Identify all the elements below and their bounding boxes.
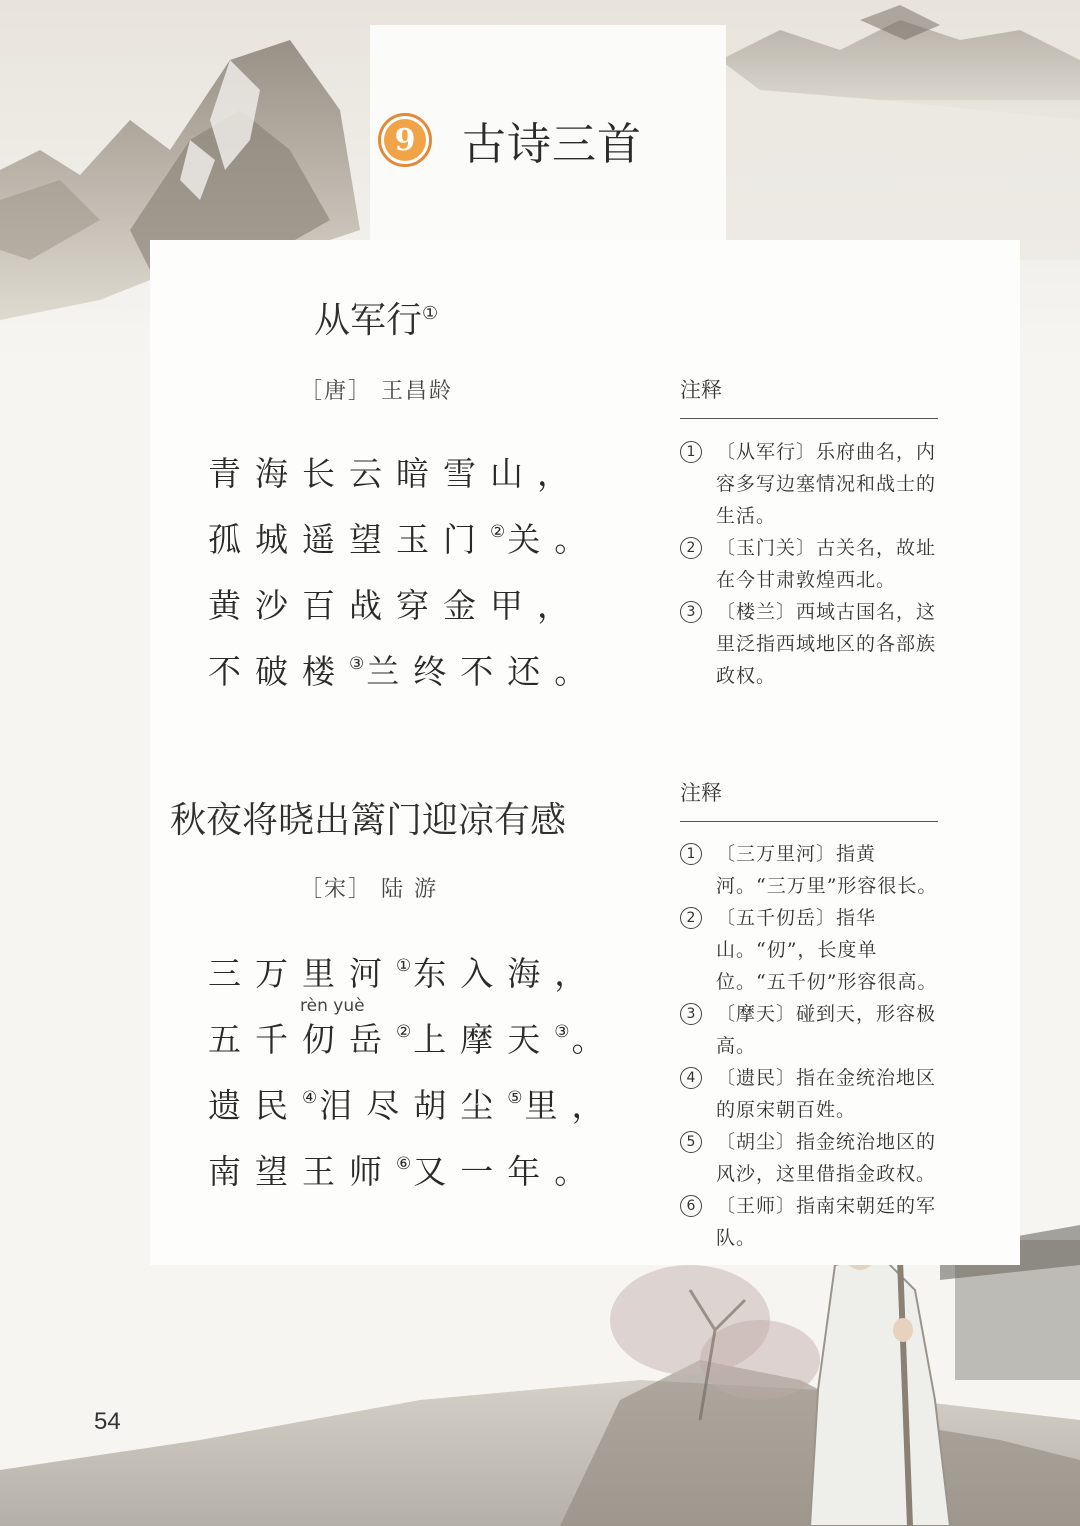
note-marker: ① [396,956,412,976]
poem-line: 五千仞岳②上摩天③。 [208,1020,619,1059]
note-item [680,998,942,1062]
poem-line: 青海长云暗雪山， [208,454,584,493]
note-item [680,596,942,692]
note-text: 〔胡尘〕指金统治地区的风沙，这里借指金政权。 [716,1131,937,1185]
note-number: 3 [680,601,702,623]
notes-heading: 注释 [680,378,722,402]
divider [680,418,938,419]
poem-line: 黄沙百战穿金甲， [208,586,584,625]
note-marker: ① [422,303,439,324]
poem-line: 南望王师⑥又一年。 [208,1152,602,1191]
notes-list [680,436,942,692]
notes-heading: 注释 [680,781,722,805]
note-marker: ② [490,522,506,542]
note-item [680,1062,942,1126]
note-text: 〔遗民〕指在金统治地区的原宋朝百姓。 [716,1067,937,1121]
poem-line: 孤城遥望玉门②关。 [208,520,602,559]
note-item [680,1126,942,1190]
note-number: 3 [680,1003,702,1025]
page-number: 54 [94,1408,121,1435]
note-number: 6 [680,1195,702,1217]
note-item [680,532,942,596]
note-text: 〔摩天〕碰到天，形容极高。 [716,1003,937,1057]
note-number: 1 [680,441,702,463]
note-text: 〔楼兰〕西域古国名，这里泛指西域地区的各部族政权。 [716,601,937,687]
note-text: 〔玉门关〕古关名，故址在今甘肃敦煌西北。 [716,537,937,591]
poem-line: 遗民④泪尽胡尘⑤里， [208,1086,619,1125]
note-text: 〔从军行〕乐府曲名，内容多写边塞情况和战士的生活。 [716,441,937,527]
note-item [680,902,942,998]
note-number: 1 [680,843,702,865]
lesson-number: 9 [384,119,426,161]
note-item [680,1190,942,1254]
note-text: 〔王师〕指南宋朝廷的军队。 [716,1195,937,1249]
poem-line: 不破楼③兰终不还。 [208,652,602,691]
lesson-header [378,108,642,172]
note-number: 2 [680,537,702,559]
divider [680,821,938,822]
poem-title-text: 从军行 [314,300,423,341]
note-item [680,436,942,532]
note-marker: ⑥ [396,1154,412,1174]
note-marker: ② [396,1022,412,1042]
poem-author: ［宋］ 陆 游 [300,877,438,902]
poem-author: ［唐］ 王昌龄 [300,379,453,404]
note-number: 5 [680,1131,702,1153]
notes-list [680,838,942,1254]
note-number: 2 [680,907,702,929]
note-marker: ⑤ [507,1088,523,1108]
poem-title [314,292,438,343]
note-marker: ③ [349,654,365,674]
pinyin-annotation: rèn yuè [300,996,365,1016]
note-marker: ④ [302,1088,318,1108]
note-number: 4 [680,1067,702,1089]
lesson-title: 古诗三首 [462,119,642,170]
poem-title: 秋夜将晓出篱门迎凉有感 [170,800,567,841]
lesson-number-badge [378,113,432,167]
poem-line: 三万里河①东入海， [208,954,602,993]
note-text: 〔五千仞岳〕指华山。“仞”，长度单位。“五千仞”形容很高。 [716,907,938,993]
note-text: 〔三万里河〕指黄河。“三万里”形容很长。 [716,843,938,897]
note-item [680,838,942,902]
note-marker: ③ [554,1022,570,1042]
